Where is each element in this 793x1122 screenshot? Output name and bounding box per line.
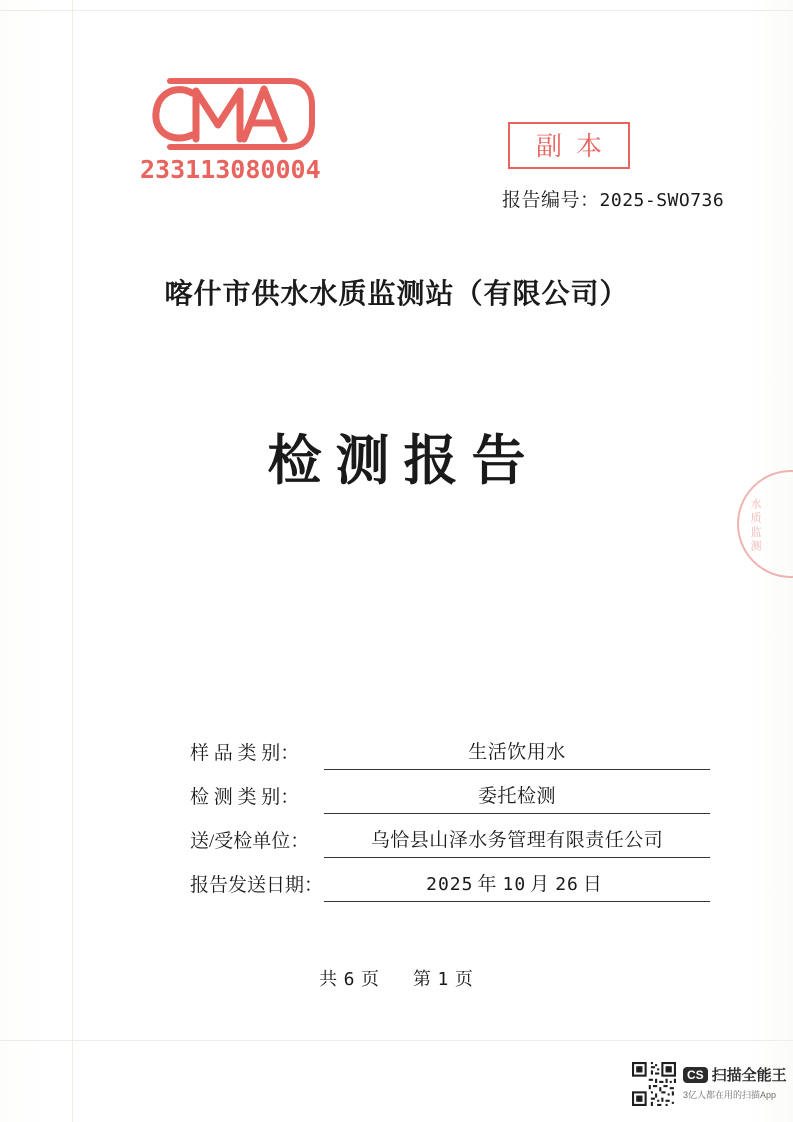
report-fields	[190, 726, 710, 902]
report-number-label: 报告编号：	[502, 190, 600, 211]
total-pages-suffix: 页	[361, 969, 380, 989]
field-row-client-unit	[190, 814, 710, 858]
report-number	[502, 185, 724, 212]
camscanner-name: 扫描全能王	[711, 1067, 787, 1084]
current-page-suffix: 页	[454, 969, 474, 989]
send-date-year: 2025	[426, 874, 474, 895]
qr-code-icon	[632, 1062, 676, 1106]
send-date-label: 报告发送日期：	[190, 875, 324, 896]
edge-seal-text: 水质监测	[749, 498, 761, 554]
total-pages-number: 6	[343, 969, 356, 990]
sample-category-label: 样 品 类 别：	[190, 743, 300, 764]
current-page-number: 1	[437, 969, 450, 990]
camscanner-subtitle: 3亿人都在用的扫描App	[683, 1090, 777, 1100]
send-date-value	[324, 869, 710, 902]
camscanner-watermark	[632, 1062, 787, 1112]
send-date-day: 26	[555, 874, 579, 895]
client-unit-value: 乌恰县山泽水务管理有限责任公司	[324, 825, 710, 858]
page-title: 检测报告	[267, 431, 540, 491]
scan-edge-top	[0, 10, 793, 11]
report-number-value: 2025-SWO736	[599, 190, 725, 211]
field-row-test-category	[190, 770, 710, 814]
test-category-value: 委托检测	[324, 781, 710, 814]
cma-mark-block	[140, 75, 325, 184]
send-date-year-unit: 年	[477, 874, 497, 895]
cma-logo-icon	[140, 75, 320, 153]
test-category-label: 检 测 类 别：	[190, 787, 300, 808]
cma-certificate-number: 233113080004	[140, 155, 321, 184]
camscanner-badge-icon: CS	[683, 1067, 708, 1083]
copy-stamp: 副本	[508, 122, 630, 169]
organization-name: 喀什市供水水质监测站（有限公司）	[164, 279, 629, 310]
field-row-send-date	[190, 858, 710, 902]
send-date-day-unit: 日	[582, 874, 602, 895]
client-unit-label: 送/受检单位：	[190, 831, 310, 852]
scan-edge-left	[72, 0, 73, 1122]
send-date-month-unit: 月	[530, 874, 550, 895]
sample-category-value: 生活饮用水	[324, 737, 710, 770]
scan-edge-bottom	[0, 1040, 793, 1041]
current-page-prefix: 第	[413, 969, 432, 989]
send-date-month: 10	[502, 874, 527, 895]
field-row-sample-category	[190, 726, 710, 770]
total-pages-prefix: 共	[319, 969, 339, 989]
page-counter	[0, 965, 793, 991]
camscanner-text-block	[683, 1062, 787, 1101]
